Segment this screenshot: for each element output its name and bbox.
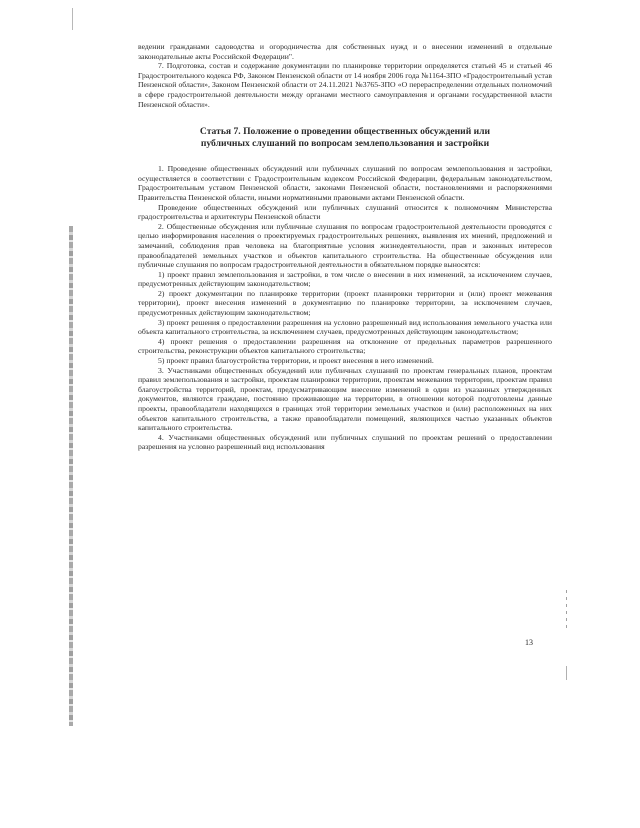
document-page <box>138 42 552 452</box>
article-heading-line: Статья 7. Положение о проведении общественных обсуждений или <box>199 126 491 138</box>
article-heading-line: публичных слушаний по вопросам землепользования и застройки <box>200 137 490 149</box>
paragraph: 2. Общественные обсуждения или публичные слушания по вопросам градостроительной деятельности проводятся с целью информирования населения о проектируемых градостроительных решениях, выявления их мнений, предложений и замечаний, соблюдения прав человека на благоприятные условия жизнедеятельности, прав и законных интересов правообладателей земельных участков и объектов капитального строительства. На общественные обсуждения или публичные слушания по вопросам градостроительной деятельности в обязательном порядке выносятся: <box>138 221 552 270</box>
list-item: 5) проект правил благоустройства территории, и проект внесения в него изменений. <box>158 356 434 366</box>
list-item: 4) проект решения о предоставлении разрешения на отклонение от предельных параметров разрешенного строительства, реконструкции объектов капитального строительства; <box>138 336 552 356</box>
paragraph: ведении гражданами садоводства и огородничества для собственных нужд и о внесении изменений в отдельные законодательные акты Российской Федерации". <box>138 42 552 61</box>
scan-edge-mark <box>566 590 567 630</box>
paragraph: 4. Участниками общественных обсуждений или публичных слушаний по проектам решений о предоставлении разрешения на условно разрешенный вид использования <box>138 432 552 452</box>
article-heading <box>138 126 552 149</box>
paragraph: 3. Участниками общественных обсуждений или публичных слушаний по проектам генеральных планов, проектам правил землепользования и застройки, проектам планировки территории, проектам межевания территории, проектам правил благоустройства территорий, проектам, предусматривающим внесение изменений в один из указанных утвержденных документов, являются граждане, постоянно проживающие на территории, в отношении которой подготовлены данные проекты, правообладатели находящихся в границах этой территории земельных участков и (или) расположенных на них объектов капитального строительства, а также правообладатели помещений, являющихся частью указанных объектов капитального строительства. <box>138 365 552 433</box>
scan-edge-mark <box>72 8 73 30</box>
paragraph: 1. Проведение общественных обсуждений или публичных слушаний по вопросам землепользования и застройки, осуществляется в соответствии с Градостроительным кодексом Российской Федерации, федеральным законодательством, Градостроительным уставом Пензенской области, законами Пензенской области, постановлениями и распоряжениями Правительства Пензенской области, иными нормативными правовыми актами Пензенской области. <box>138 164 552 202</box>
scan-binding-edge <box>69 226 73 726</box>
page-number: 13 <box>525 638 533 647</box>
list-item: 3) проект решения о предоставлении разрешения на условно разрешенный вид использования земельного участка или объекта капитального строительства, за исключением случаев, предусмотренных действующим законодательством; <box>138 317 552 337</box>
scan-edge-mark <box>566 666 567 680</box>
list-item: 1) проект правил землепользования и застройки, в том числе о внесении в них изменений, за исключением случаев, предусмотренных действующим законодательством; <box>138 269 552 289</box>
paragraph: 7. Подготовка, состав и содержание документации по планировке территории определяется статьей 45 и статьей 46 Градостроительного кодекса РФ, Законом Пензенской области от 14 ноября 2006 года №1164-ЗПО «Градостроительный устав Пензенской области», Законом Пензенской области от 24.11.2021 №3765-ЗПО «О перераспределении отдельных полномочий в сфере градостроительной деятельности между органами местного самоуправления и органами государственной власти Пензенской области». <box>138 61 552 109</box>
paragraph: Проведение общественных обсуждений или публичных слушаний относится к полномочиям Министерства градостроительства и архитектуры Пензенской области <box>138 202 552 222</box>
list-item: 2) проект документации по планировке территории (проект планировки территории и (или) проект межевания территории), проект внесения изменений в документацию по планировке территории, за исключением случаев, предусмотренных действующим законодательством; <box>138 288 552 318</box>
